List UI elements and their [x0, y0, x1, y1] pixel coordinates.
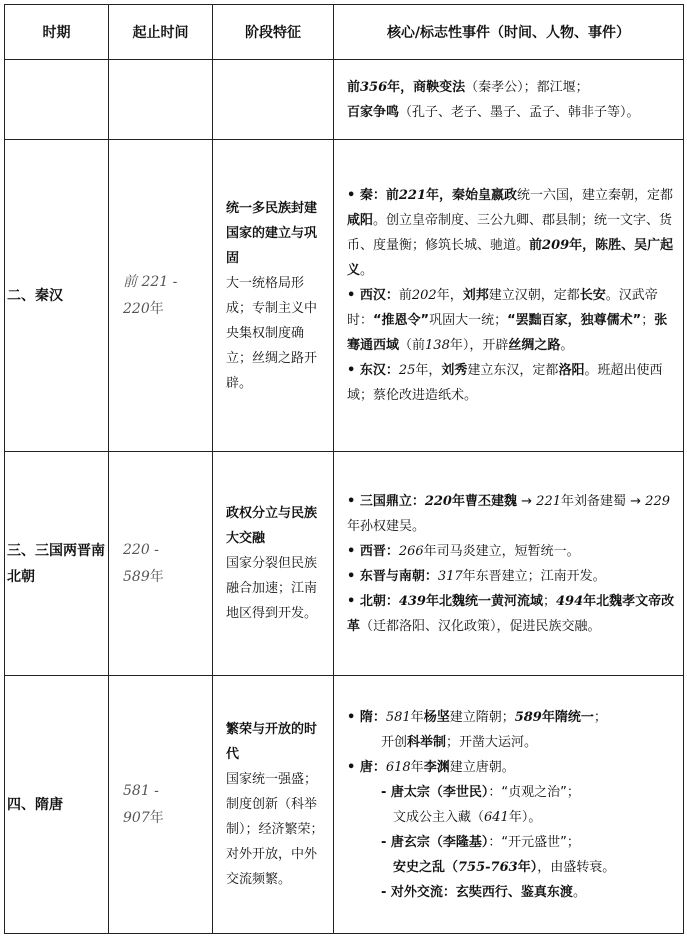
event-qin: • 秦：前221年，秦始皇嬴政统一六国，建立秦朝，定都咸阳。创立皇帝制度、三公九卿、郡县制；统一文字、货币、度量衡；修筑长城、驰道。前209年，陈胜、吴广起义。: [347, 188, 674, 278]
table-header-row: [5, 5, 684, 60]
event-tang-taizong: - 唐太宗（李世民）：“贞观之治”；: [381, 784, 580, 800]
history-table: [4, 4, 684, 934]
history-table-page: [4, 4, 683, 934]
event-xihan: • 西汉：前202年，刘邦建立汉朝，定都长安。汉武帝时：“推恩令”巩固大一统；“罢黜百家，独尊儒术”；张骞通西域（前138年），开辟丝绸之路。: [347, 288, 668, 353]
event-shang-yang: 前356年，商鞅变法（秦孝公）；都江堰；: [347, 79, 589, 95]
feature-title: 统一多民族封建国家的建立与巩固: [226, 200, 318, 266]
cell-feature-empty: [213, 60, 334, 140]
event-foreign-exchange: - 对外交流：玄奘西行、鉴真东渡。: [381, 884, 586, 900]
feature-title: 政权分立与民族大交融: [226, 506, 318, 546]
event-dongjin: • 东晋与南朝：317年东晋建立；江南开发。: [347, 568, 606, 584]
core-qinhan: [334, 140, 684, 452]
period-sanguo: 三、三国两晋南北朝: [5, 452, 109, 676]
event-wencheng: 文成公主入藏（641年）。: [393, 809, 542, 825]
period-suitang: 四、隋唐: [5, 676, 109, 934]
period-qinhan: 二、秦汉: [5, 140, 109, 452]
feature-suitang: [213, 676, 334, 934]
table-row-qinhan: [5, 140, 684, 452]
feature-sanguo: [213, 452, 334, 676]
time-qinhan: 前 221 - 220年: [109, 140, 213, 452]
header-features: 阶段特征: [213, 5, 334, 60]
cell-core-pre: [334, 60, 684, 140]
cell-period-empty: [5, 60, 109, 140]
core-sanguo: [334, 452, 684, 676]
header-core: 核心/标志性事件（时间、人物、事件）: [334, 5, 684, 60]
table-row-pre: [5, 60, 684, 140]
event-anshi: 安史之乱（755-763年），由盛转衰。: [393, 859, 616, 875]
event-three-kingdoms: • 三国鼎立：220年曹丕建魏 → 221年刘备建蜀 → 229年孙权建吴。: [347, 493, 670, 534]
event-beichao: • 北朝：439年北魏统一黄河流域；494年北魏孝文帝改革（迁都洛阳、汉化政策），促进民族交融。: [347, 593, 675, 634]
table-row-suitang: [5, 676, 684, 934]
event-donghan: • 东汉：25年，刘秀建立东汉，定都洛阳。班超出使西域；蔡伦改进造纸术。: [347, 363, 663, 403]
feature-description: 国家分裂但民族融合加速；江南地区得到开发。: [226, 556, 318, 621]
core-suitang: [334, 676, 684, 934]
cell-time-empty: [109, 60, 213, 140]
feature-description: 国家统一强盛；制度创新（科举制）；经济繁荣；对外开放，中外交流频繁。: [226, 772, 324, 887]
header-time: 起止时间: [109, 5, 213, 60]
table-row-sanguo: [5, 452, 684, 676]
event-sui-keju: 开创科举制；开凿大运河。: [381, 734, 538, 750]
feature-qinhan: [213, 140, 334, 452]
feature-title: 繁荣与开放的时代: [226, 722, 318, 762]
time-sanguo: 220 - 589年: [109, 452, 213, 676]
time-suitang: 581 - 907年: [109, 676, 213, 934]
feature-description: 大一统格局形成；专制主义中央集权制度确立；丝绸之路开辟。: [226, 275, 318, 391]
header-period: 时期: [5, 5, 109, 60]
event-hundred-schools: 百家争鸣（孔子、老子、墨子、孟子、韩非子等）。: [347, 104, 640, 120]
event-sui: • 隋：581年杨坚建立隋朝；589年隋统一；: [347, 709, 607, 725]
event-tang: • 唐：618年李渊建立唐朝。: [347, 759, 515, 775]
event-tang-xuanzong: - 唐玄宗（李隆基）：“开元盛世”；: [381, 834, 580, 850]
event-xijin: • 西晋：266年司马炎建立，短暂统一。: [347, 543, 580, 559]
